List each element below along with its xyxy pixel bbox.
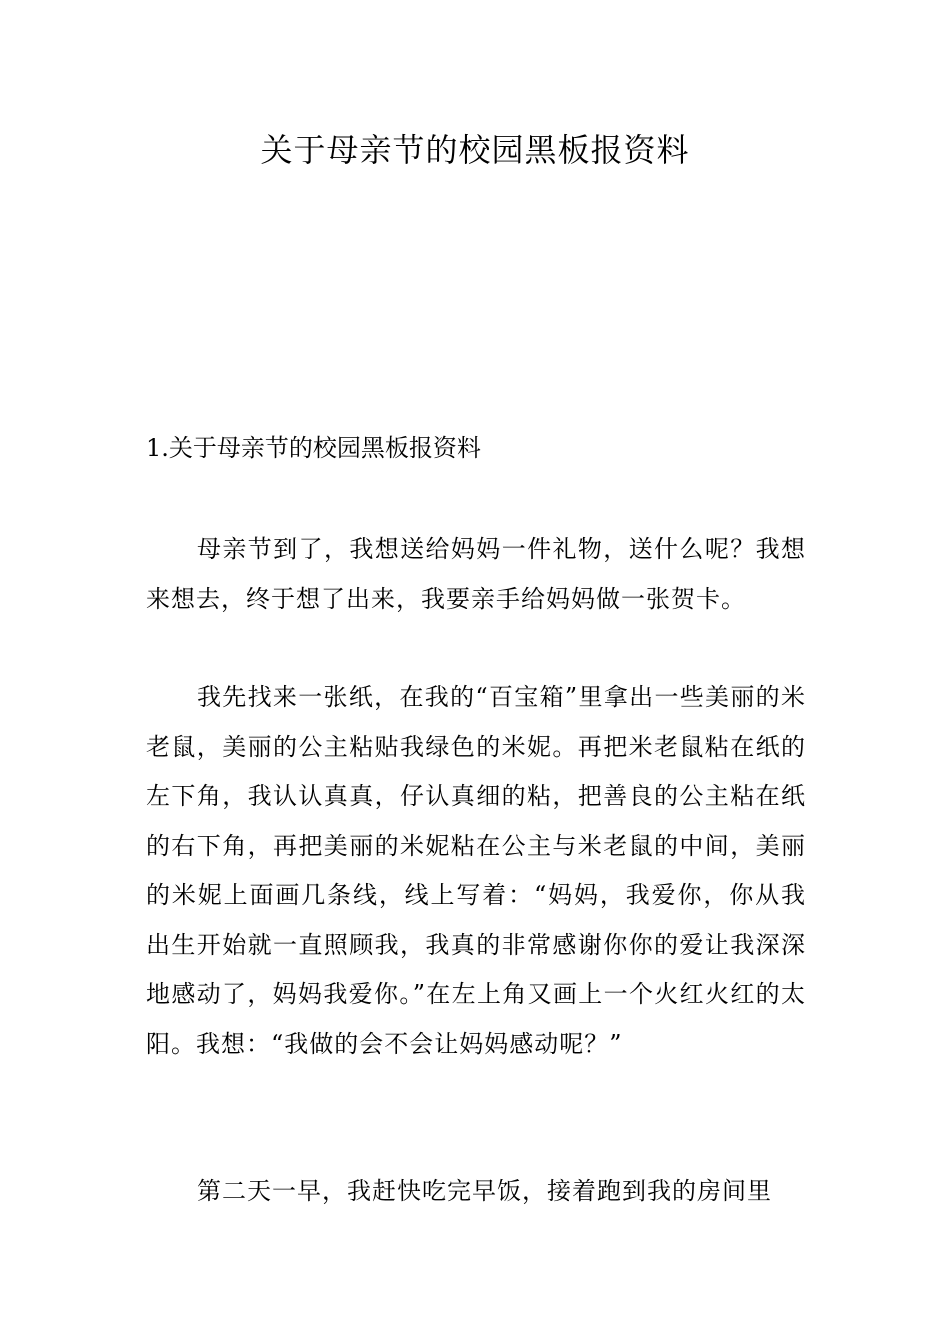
document-title: 关于母亲节的校园黑板报资料 <box>260 131 690 169</box>
section-heading: 1.关于母亲节的校园黑板报资料 <box>146 434 481 462</box>
paragraph-2: 我先找来一张纸，在我的“百宝箱”里拿出一些美丽的米老鼠，美丽的公主粘贴我绿色的米妮。再把米老鼠粘在纸的左下角，我认认真真，仔认真细的粘，把善良的公主粘在纸的右下角，再把美丽的米妮粘在公主与米老鼠的中间，美丽的米妮上面画几条线，线上写着：“妈妈，我爱你，你从我出生开始就一直照顾我，我真的非常感谢你你的爱让我深深地感动了，妈妈我爱你。”在左上角又画上一个火红火红的太阳。我想：“我做的会不会让妈妈感动呢？” <box>146 683 806 1058</box>
paragraph-1: 母亲节到了，我想送给妈妈一件礼物，送什么呢？我想来想去，终于想了出来，我要亲手给妈妈做一张贺卡。 <box>146 535 806 613</box>
paragraph-3: 第二天一早，我赶快吃完早饭，接着跑到我的房间里 <box>197 1177 772 1205</box>
